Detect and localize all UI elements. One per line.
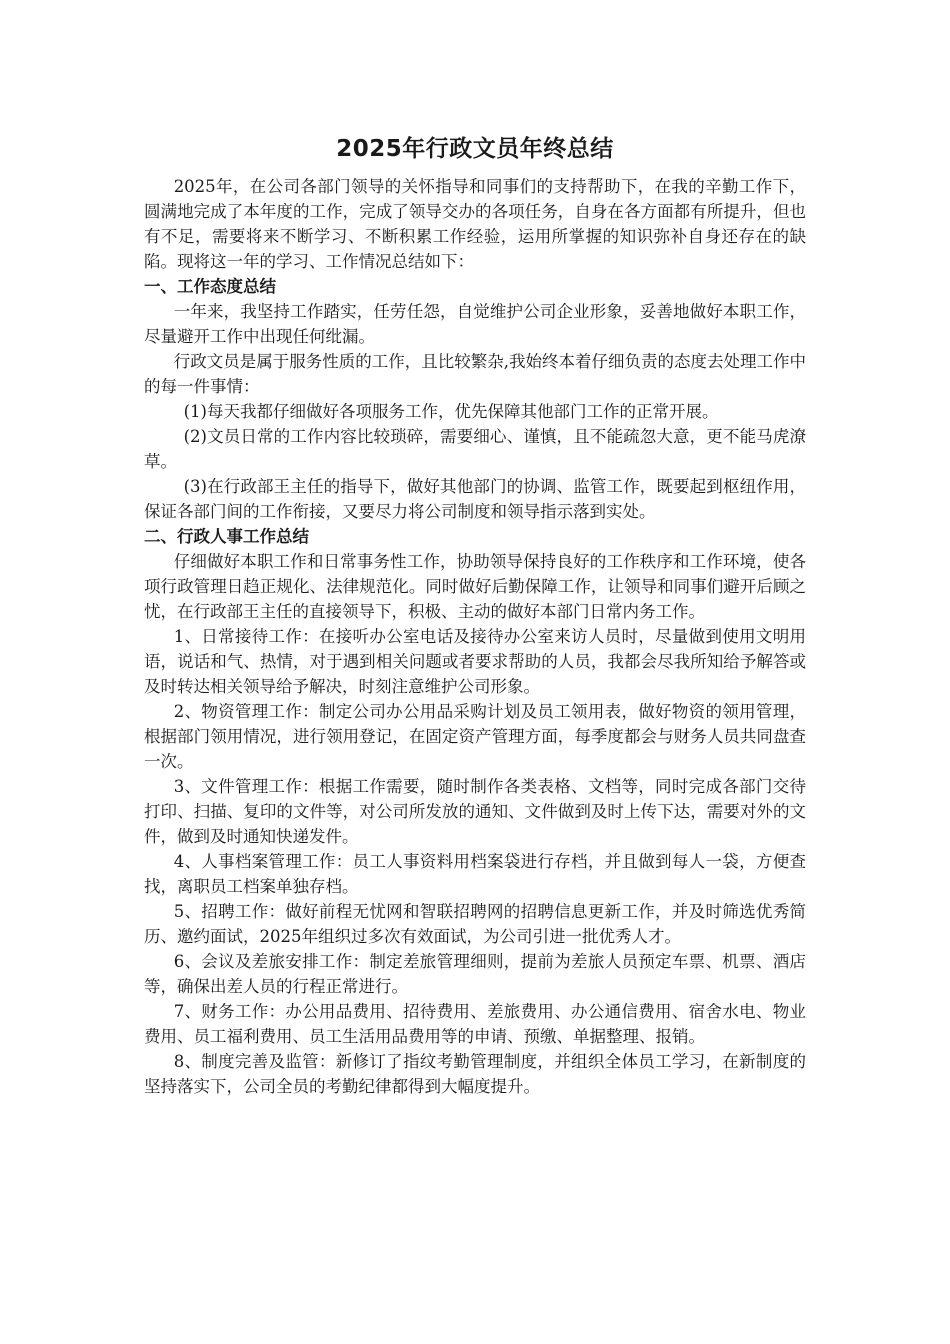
section1-paragraph: 一年来，我坚持工作踏实，任劳任怨，自觉维护公司企业形象，妥善地做好本职工作，尽量避开工作中出现任何纰漏。 [144, 302, 806, 346]
section2-list-item: 6、会议及差旅安排工作：制定差旅管理细则，提前为差旅人员预定车票、机票、酒店等，确保出差人员的行程正常进行。 [144, 952, 806, 996]
section2-paragraph: 仔细做好本职工作和日常事务性工作，协助领导保持良好的工作秩序和工作环境，使各项行政管理日趋正规化、法律规范化。同时做好后勤保障工作，让领导和同事们避开后顾之忧，在行政部王主任的直接领导下，积极、主动的做好本部门日常内务工作。 [144, 552, 806, 621]
document-title: 2025年行政文员年终总结 [336, 136, 614, 162]
section1-list-item: (2)文员日常的工作内容比较琐碎，需要细心、谨慎，且不能疏忽大意，更不能马虎潦草。 [144, 427, 806, 471]
section2-list-item: 5、招聘工作：做好前程无忧网和智联招聘网的招聘信息更新工作，并及时筛选优秀简历、邀约面试，2025年组织过多次有效面试，为公司引进一批优秀人才。 [144, 902, 806, 946]
section1-paragraph: 行政文员是属于服务性质的工作，且比较繁杂,我始终本着仔细负责的态度去处理工作中的每一件事情： [144, 352, 806, 396]
section-heading-admin-hr: 二、行政人事工作总结 [144, 527, 309, 546]
section1-list-item: (3)在行政部王主任的指导下，做好其他部门的协调、监管工作，既要起到枢纽作用，保证各部门间的工作衔接，又要尽力将公司制度和领导指示落到实处。 [144, 477, 806, 521]
section-heading-work-attitude: 一、工作态度总结 [144, 277, 276, 296]
intro-paragraph: 2025年，在公司各部门领导的关怀指导和同事们的支持帮助下，在我的辛勤工作下，圆满地完成了本年度的工作，完成了领导交办的各项任务，自身在各方面都有所提升，但也有不足，需要将来不断学习、不断积累工作经验，运用所掌握的知识弥补自身还存在的缺陷。现将这一年的学习、工作情况总结如下： [144, 177, 806, 271]
section2-list-item: 3、文件管理工作：根据工作需要，随时制作各类表格、文档等，同时完成各部门交待打印、扫描、复印的文件等，对公司所发放的通知、文件做到及时上传下达，需要对外的文件，做到及时通知快递发件。 [144, 777, 806, 846]
section2-list-item: 8、制度完善及监管：新修订了指纹考勤管理制度，并组织全体员工学习，在新制度的坚持落实下，公司全员的考勤纪律都得到大幅度提升。 [144, 1052, 806, 1096]
section2-list-item: 7、财务工作：办公用品费用、招待费用、差旅费用、办公通信费用、宿舍水电、物业费用、员工福利费用、员工生活用品费用等的申请、预缴、单据整理、报销。 [144, 1002, 806, 1046]
section2-list-item: 2、物资管理工作：制定公司办公用品采购计划及员工领用表，做好物资的领用管理，根据部门领用情况，进行领用登记，在固定资产管理方面，每季度都会与财务人员共同盘查一次。 [144, 702, 806, 771]
section2-list-item: 4、人事档案管理工作：员工人事资料用档案袋进行存档，并且做到每人一袋，方便查找，离职员工档案单独存档。 [144, 852, 806, 896]
document-body [144, 174, 806, 1099]
section1-list-item: (1)每天我都仔细做好各项服务工作，优先保障其他部门工作的正常开展。 [183, 402, 719, 421]
section2-list-item: 1、日常接待工作：在接听办公室电话及接待办公室来访人员时，尽量做到使用文明用语，说话和气、热情，对于遇到相关问题或者要求帮助的人员，我都会尽我所知给予解答或及时转达相关领导给予解决，时刻注意维护公司形象。 [144, 627, 806, 696]
